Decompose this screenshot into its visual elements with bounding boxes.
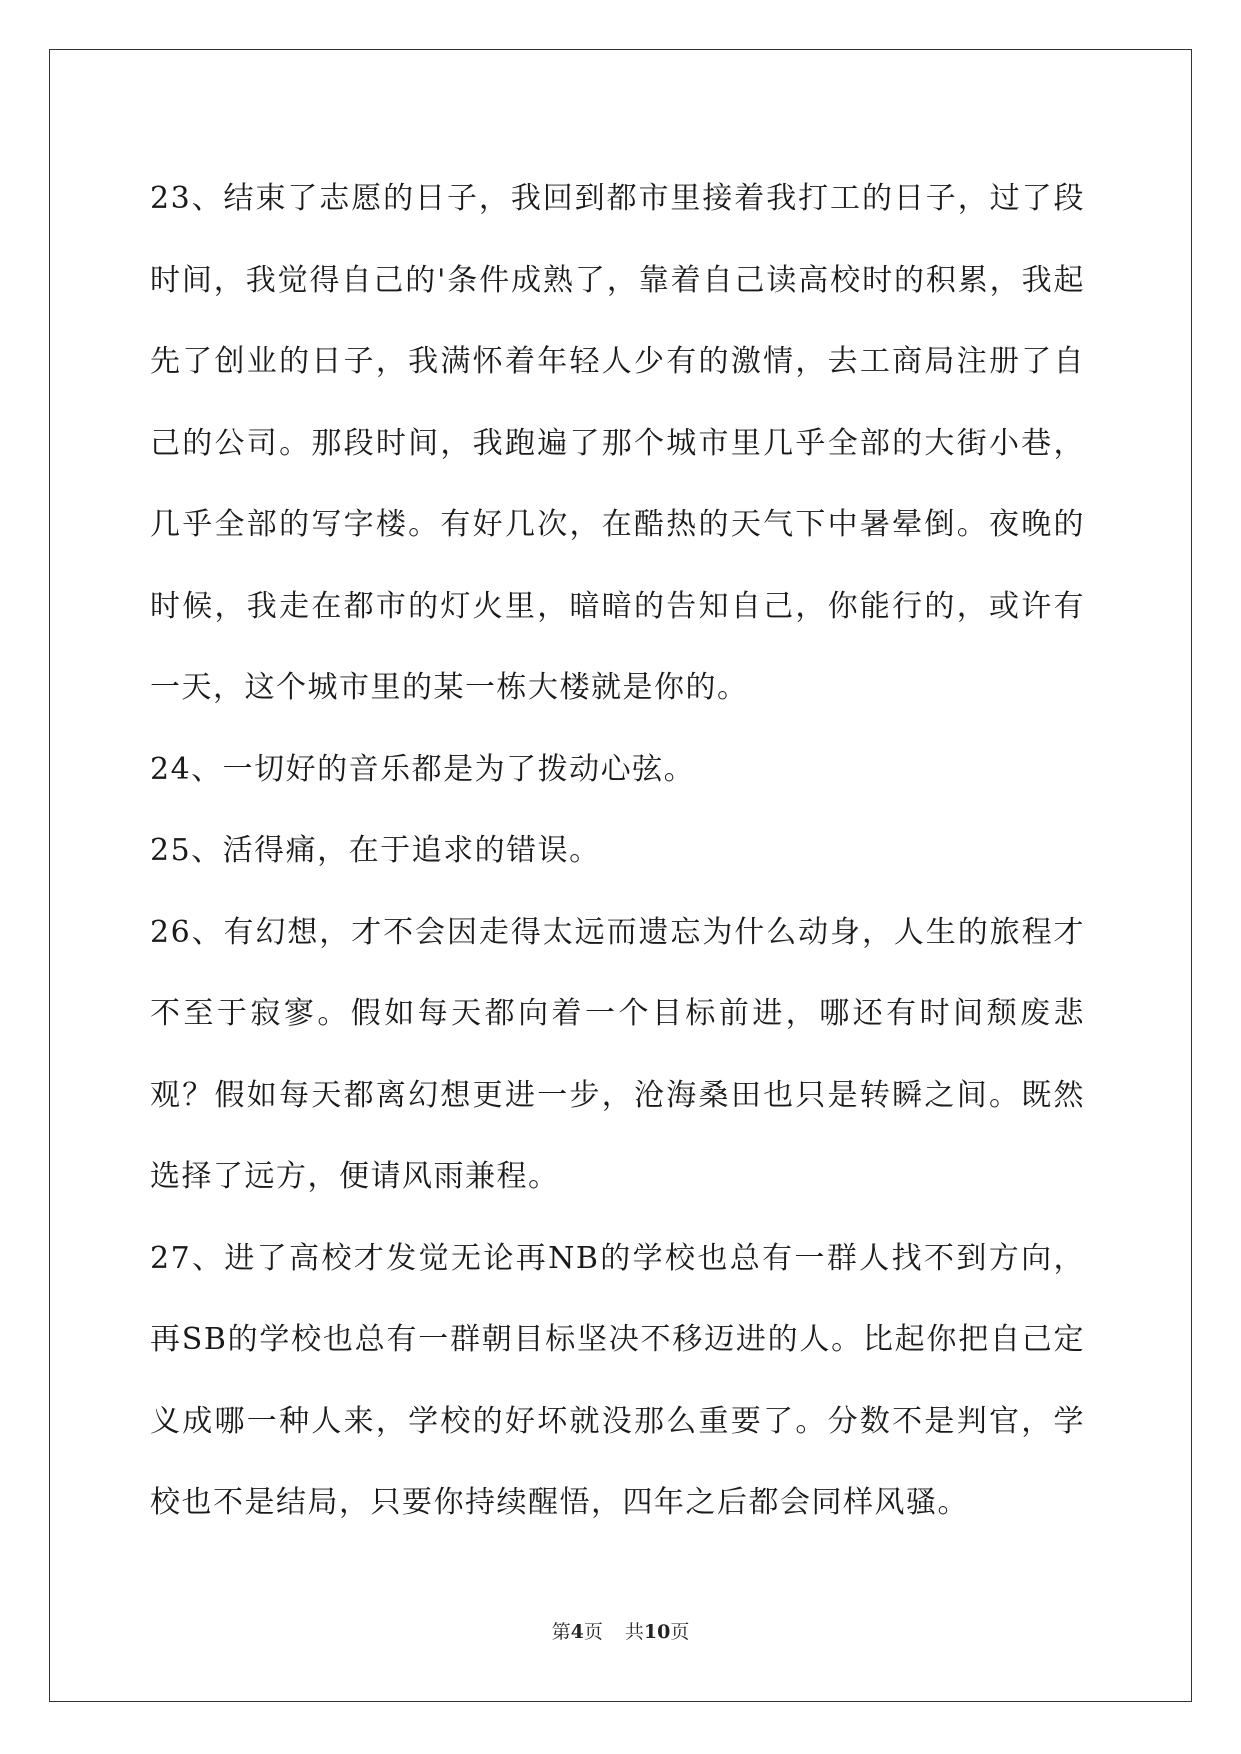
page-number: 4 bbox=[570, 1621, 584, 1643]
total-prefix: 共 bbox=[624, 1621, 644, 1643]
paragraph-23: 23、结束了志愿的日子，我回到都市里接着我打工的日子，过了段时间，我觉得自己的'条件成熟了，靠着自己读高校时的积累，我起先了创业的日子，我满怀着年轻人少有的激情，去工商局注册了自己的公司。那段时间，我跑遍了那个城市里几乎全部的大街小巷，几乎全部的写字楼。有好几次，在酷热的天气下中暑晕倒。夜晚的时候，我走在都市的灯火里，暗暗的告知自己，你能行的，或许有一天，这个城市里的某一栋大楼就是你的。 bbox=[150, 181, 1085, 705]
document-body bbox=[150, 158, 1085, 1544]
paragraph-26: 26、有幻想，才不会因走得太远而遗忘为什么动身，人生的旅程才不至于寂寥。假如每天都向着一个目标前进，哪还有时间颓废悲观？假如每天都离幻想更进一步，沧海桑田也只是转瞬之间。既然选择了远方，便请风雨兼程。 bbox=[150, 914, 1085, 1194]
total-suffix: 页 bbox=[670, 1621, 690, 1643]
paragraph-24: 24、一切好的音乐都是为了拨动心弦。 bbox=[150, 751, 696, 787]
page-suffix: 页 bbox=[583, 1621, 603, 1643]
paragraph-25: 25、活得痛，在于追求的错误。 bbox=[150, 833, 601, 868]
page-footer bbox=[0, 1617, 1241, 1644]
page-prefix: 第 bbox=[551, 1621, 571, 1643]
total-pages: 10 bbox=[643, 1621, 671, 1643]
paragraph-27: 27、进了高校才发觉无论再NB的学校也总有一群人找不到方向，再SB的学校也总有一群朝目标坚决不移迈进的人。比起你把自己定义成哪一种人来，学校的好坏就没那么重要了。分数不是判官，学校也不是结局，只要你持续醒悟，四年之后都会同样风骚。 bbox=[150, 1240, 1085, 1520]
